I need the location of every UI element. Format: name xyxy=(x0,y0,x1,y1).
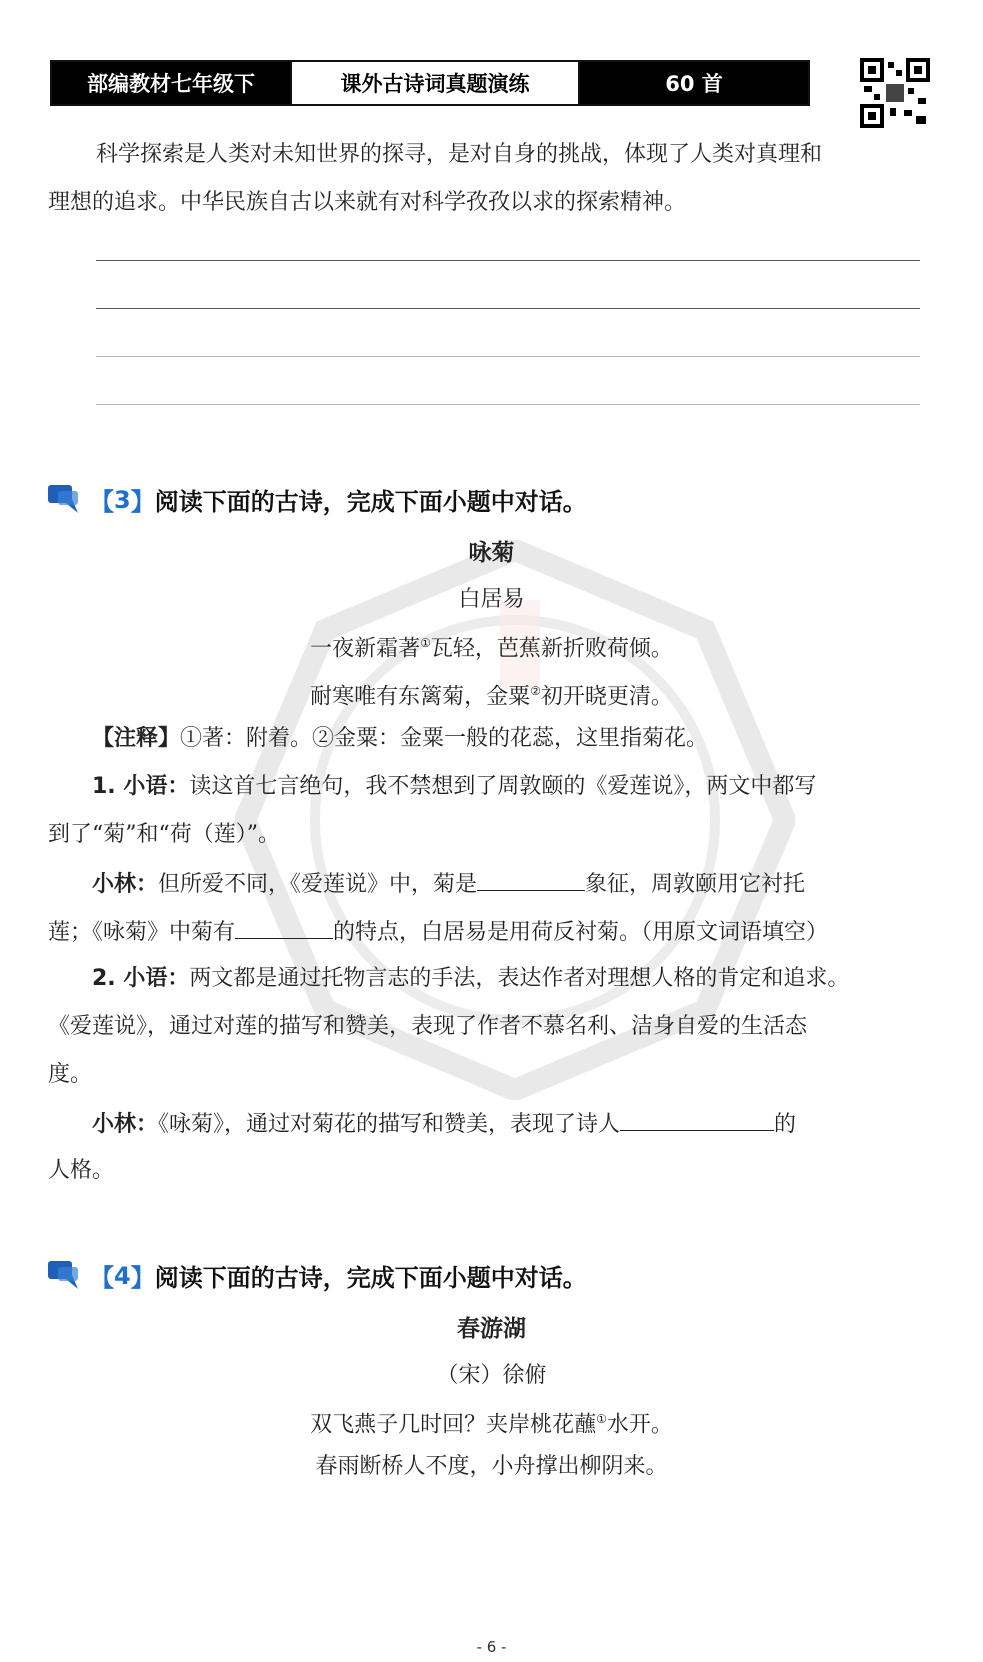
question-title: 阅读下面的古诗，完成下面小题中对话。 xyxy=(154,488,587,516)
intro-line-2: 理想的追求。中华民族自古以来就有对科学孜孜以求的探索精神。 xyxy=(48,190,687,215)
question-number: 4 xyxy=(114,1261,131,1290)
bracket: 】 xyxy=(130,488,155,516)
dialogue-2-cont: 莲；《咏菊》中菊有 的特点，白居易是用荷反衬菊。（用原文词语填空） xyxy=(48,916,828,948)
answer-line[interactable] xyxy=(96,404,920,405)
question-3-heading xyxy=(48,482,587,517)
question-title: 阅读下面的古诗，完成下面小题中对话。 xyxy=(154,1264,587,1292)
dialogue-3-cont: 《爱莲说》，通过对莲的描写和赞美，表现了作者不慕名利、洁身自爱的生活态 xyxy=(48,1014,808,1039)
answer-line[interactable] xyxy=(96,308,920,309)
question-number: 3 xyxy=(114,485,131,514)
qr-code-icon xyxy=(860,58,930,128)
answer-line[interactable] xyxy=(96,356,920,357)
poem-line-1: 一夜新霜著①瓦轻，芭蕉新折败荷倾。 xyxy=(310,636,673,662)
poem-title: 春游湖 xyxy=(457,1316,526,1342)
dialogue-4: 小林：《咏菊》，通过对菊花的描写和赞美，表现了诗人 的 xyxy=(92,1108,796,1140)
dialogue-3-cont: 度。 xyxy=(48,1062,93,1087)
poem-line-2: 春雨断桥人不度，小舟撑出柳阴来。 xyxy=(315,1454,668,1479)
dialogue-2: 小林：但所爱不同，《爱莲说》中，菊是 象征，周敦颐用它衬托 xyxy=(92,868,805,900)
chat-bubble-icon xyxy=(48,485,80,515)
intro-line-1: 科学探索是人类对未知世界的探寻，是对自身的挑战，体现了人类对真理和 xyxy=(96,142,823,167)
fill-blank[interactable] xyxy=(235,916,333,939)
bracket: 【 xyxy=(90,1264,114,1292)
chat-bubble-icon xyxy=(48,1261,80,1291)
poem-title: 咏菊 xyxy=(468,540,515,566)
dialogue-4-cont: 人格。 xyxy=(48,1158,115,1183)
bracket: 】 xyxy=(130,1264,155,1292)
bracket: 【 xyxy=(90,488,114,516)
fill-blank[interactable] xyxy=(477,868,585,891)
header-title: 课外古诗词真题演练 xyxy=(290,62,580,104)
dialogue-1: 1. 小语：读这首七言绝句，我不禁想到了周敦颐的《爱莲说》，两文中都写 xyxy=(92,774,817,799)
poem-line-1: 双飞燕子几时回？夹岸桃花蘸①水开。 xyxy=(310,1412,673,1438)
header-grade: 部编教材七年级下 xyxy=(52,62,290,104)
question-4-heading xyxy=(48,1258,587,1293)
fill-blank[interactable] xyxy=(620,1108,774,1131)
poem-author: 白居易 xyxy=(458,587,525,612)
poem-line-2: 耐寒唯有东篱菊，金粟②初开晓更清。 xyxy=(310,684,673,710)
dialogue-3: 2. 小语：两文都是通过托物言志的手法，表达作者对理想人格的肯定和追求。 xyxy=(92,966,850,991)
page-number: - 6 - xyxy=(476,1638,507,1656)
poem-author: （宋）徐俯 xyxy=(436,1363,547,1388)
annotation: 【注释】①著：附着。②金粟：金粟一般的花蕊，这里指菊花。 xyxy=(92,726,709,751)
answer-line[interactable] xyxy=(96,260,920,261)
header-bar xyxy=(50,60,810,106)
header-count: 60 首 xyxy=(580,62,808,104)
dialogue-1-cont: 到了“菊”和“荷（莲）”。 xyxy=(48,822,280,847)
